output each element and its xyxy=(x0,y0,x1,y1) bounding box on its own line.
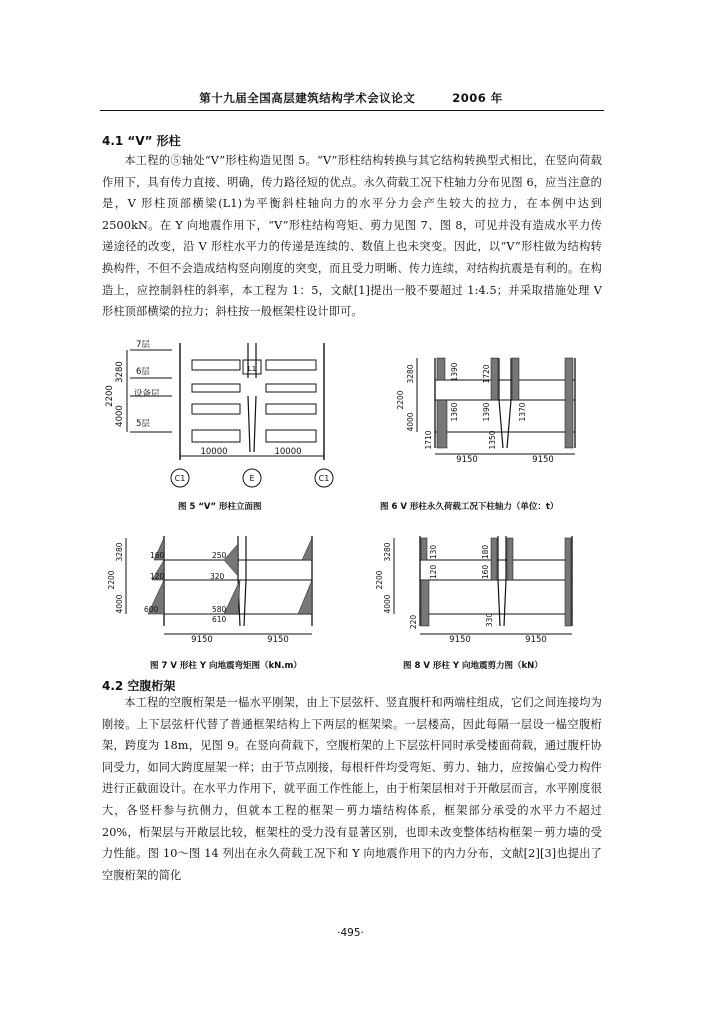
fig7-moment-area xyxy=(298,580,312,614)
fig8-shear-bar xyxy=(421,580,429,626)
fig6-force-bar xyxy=(437,358,445,380)
fig7-span: 9150 xyxy=(267,635,289,645)
fig6-dim: 4000 xyxy=(406,412,415,432)
fig5-beam xyxy=(266,430,316,442)
fig5-beam xyxy=(192,384,240,392)
fig8-dim: 4000 xyxy=(383,594,392,614)
fig5-axis-label: C1 xyxy=(174,474,186,483)
fig7-dim: 3280 xyxy=(115,542,124,562)
fig5-v-leg xyxy=(248,396,250,452)
fig6-value: 1710 xyxy=(424,430,433,450)
fig6-dim: 3280 xyxy=(406,364,415,384)
section-4-1-paragraph: 本工程的⑤轴处“V”形柱构造见图 5。“V”形柱结构转换与其它结构转换型式相比，在竖向荷载作用下，具有传力直接、明确，传力路径短的优点。永久荷载工况下柱轴力分布见图 6，应当注意的是，V 形柱顶部横梁(L1)为平衡斜柱轴向力的水平分力会产生较大的拉力，在本例中达到 2500kN。在 Y 向地震作用下，“V”形柱结构弯矩、剪力见图 7、图 8，可见并没有造成水平力传递途径的改变，沿 V 形柱水平力的传递是连续的、数值上也未突变。因此，以“V”形柱做为结构转换构件，不但不会造成结构竖向刚度的突变，而且受力明晰、传力连续，对结构抗震是有利的。在构造上，应控制斜柱的斜率，本工程为 1：5，文献[1]提出一般不要超过 1:4.5；并采取措施处理 V 形柱顶部横梁的拉力；斜柱按一般框架柱设计即可。 xyxy=(102,154,602,319)
fig8-value: 330 xyxy=(485,612,494,628)
fig6-value: 1720 xyxy=(482,364,491,384)
fig8-dim: 2200 xyxy=(375,570,384,590)
fig5-beam xyxy=(192,430,240,442)
page-number: ·495· xyxy=(337,927,364,939)
section-4-2-paragraph: 本工程的空腹桁架是一榀水平刚架，由上下层弦杆、竖直腹杆和两端柱组成，它们之间连接均为刚接。上下层弦杆代替了普通框架结构上下两层的框架梁。一层楼高，因此每隔一层设一榀空腹桁架，跨度为 18m，见图 9。在竖向荷载下，空腹桁架的上下层弦杆同时承受楼面荷载，通过腹杆协同受力，如同大跨度屋架一样；由于节点刚接，每根杆件均受弯矩、剪力、轴力，应按偏心受力构件进行正截面设计。在水平力作用下，就平面工作性能上，由于桁架层相对于开敞层而言，水平刚度很大，各竖杆参与抗侧力，但就本工程的框架－剪力墙结构体系，框架部分承受的水平力不超过 20%，桁架层与开敞层比较，框架柱的受力没有显著区别，也即未改变整体结构框架－剪力墙的受力性能。图 10～图 14 列出在永久荷载工况下和 Y 向地震作用下的内力分布，文献[2][3]也提出了空腹桁架的简化 xyxy=(102,696,602,882)
header-title: 第十九届全国高层建筑结构学术会议论文 xyxy=(199,91,416,105)
fig5-beam xyxy=(192,404,240,414)
figure-6-caption: 图 6 V 形柱永久荷载工况下柱轴力（单位：t） xyxy=(380,502,559,512)
fig8-value: 120 xyxy=(429,564,438,580)
fig5-floor-label: 6层 xyxy=(136,367,150,377)
fig6-force-bar xyxy=(491,358,498,400)
figure-8-caption: 图 8 V 形柱 Y 向地震剪力图（kN） xyxy=(403,661,543,671)
figure-7-caption: 图 7 V 形柱 Y 向地震弯矩图（kN.m） xyxy=(150,661,302,671)
fig8-span: 9150 xyxy=(525,635,547,645)
fig7-value: 250 xyxy=(212,551,227,560)
fig5-beam xyxy=(266,384,316,392)
fig7-value: 120 xyxy=(150,572,165,581)
figure-6-axial-force xyxy=(395,350,595,475)
fig6-v-leg xyxy=(499,400,503,448)
fig8-value: 130 xyxy=(429,544,438,560)
fig8-shear-bar xyxy=(421,538,427,560)
fig8-shear-bar xyxy=(507,538,513,580)
fig7-value: 600 xyxy=(144,605,159,614)
fig5-axis-label: E xyxy=(249,474,255,483)
fig6-force-bar xyxy=(512,358,519,400)
fig5-span: 10000 xyxy=(200,447,228,457)
figure-5-v-column-elevation xyxy=(100,338,350,498)
header-year: 2006 年 xyxy=(452,91,503,105)
fig8-value: 160 xyxy=(481,564,490,580)
fig7-moment-area xyxy=(302,538,312,560)
fig6-span: 9150 xyxy=(456,455,478,465)
fig7-value: 580 xyxy=(212,605,227,614)
fig6-dim: 2200 xyxy=(396,390,405,410)
fig6-value: 1370 xyxy=(518,402,527,422)
figure-8-shear-diagram xyxy=(375,530,590,655)
section-heading-4-2: 4.2 空腹桁架 xyxy=(102,679,176,693)
fig8-v-leg xyxy=(504,580,506,626)
fig6-value: 1350 xyxy=(488,430,497,450)
fig5-beam xyxy=(266,360,316,370)
fig7-dim: 4000 xyxy=(115,594,124,614)
fig8-value: 220 xyxy=(409,614,418,630)
fig7-value: 320 xyxy=(210,572,225,581)
fig7-v-leg xyxy=(244,580,246,626)
fig8-span: 9150 xyxy=(449,635,471,645)
fig6-span: 9150 xyxy=(532,455,554,465)
fig7-moment-area xyxy=(224,580,240,614)
fig5-floor-label: 设备层 xyxy=(134,389,160,399)
section-heading-4-1: 4.1 “V” 形柱 xyxy=(102,134,181,148)
fig6-force-bar xyxy=(565,358,573,448)
fig8-shear-bar xyxy=(565,538,571,626)
fig7-value: 610 xyxy=(212,615,227,624)
fig6-value: 1390 xyxy=(450,362,459,382)
fig8-dim: 3280 xyxy=(383,542,392,562)
fig5-beam-label: L1 xyxy=(247,365,257,373)
fig7-moment-area xyxy=(224,544,238,576)
fig7-dim: 2200 xyxy=(107,570,116,590)
fig5-v-leg xyxy=(254,396,256,452)
fig5-dim: 3280 xyxy=(115,361,125,383)
fig6-force-bar xyxy=(437,400,447,448)
fig6-value: 1390 xyxy=(482,402,491,422)
fig8-v-leg xyxy=(498,580,500,626)
running-header xyxy=(100,90,602,106)
fig5-axis-label: C1 xyxy=(318,474,330,483)
fig5-beam xyxy=(266,404,316,414)
fig7-span: 9150 xyxy=(191,635,213,645)
figure-7-moment-diagram xyxy=(107,530,332,655)
fig5-dim: 2200 xyxy=(105,385,115,407)
fig7-value: 160 xyxy=(150,551,165,560)
fig5-floor-label: 7层 xyxy=(136,340,150,350)
fig6-v-leg xyxy=(507,400,511,448)
fig5-floor-label: 5层 xyxy=(136,419,150,429)
header-rule xyxy=(100,110,604,111)
figure-5-caption: 图 5 “V” 形柱立面图 xyxy=(178,502,262,512)
fig5-dim: 4000 xyxy=(115,405,125,427)
fig5-span: 10000 xyxy=(274,447,302,457)
fig5-beam xyxy=(192,360,240,370)
fig8-shear-bar xyxy=(491,538,497,580)
fig6-value: 1360 xyxy=(450,402,459,422)
fig8-value: 180 xyxy=(481,544,490,560)
